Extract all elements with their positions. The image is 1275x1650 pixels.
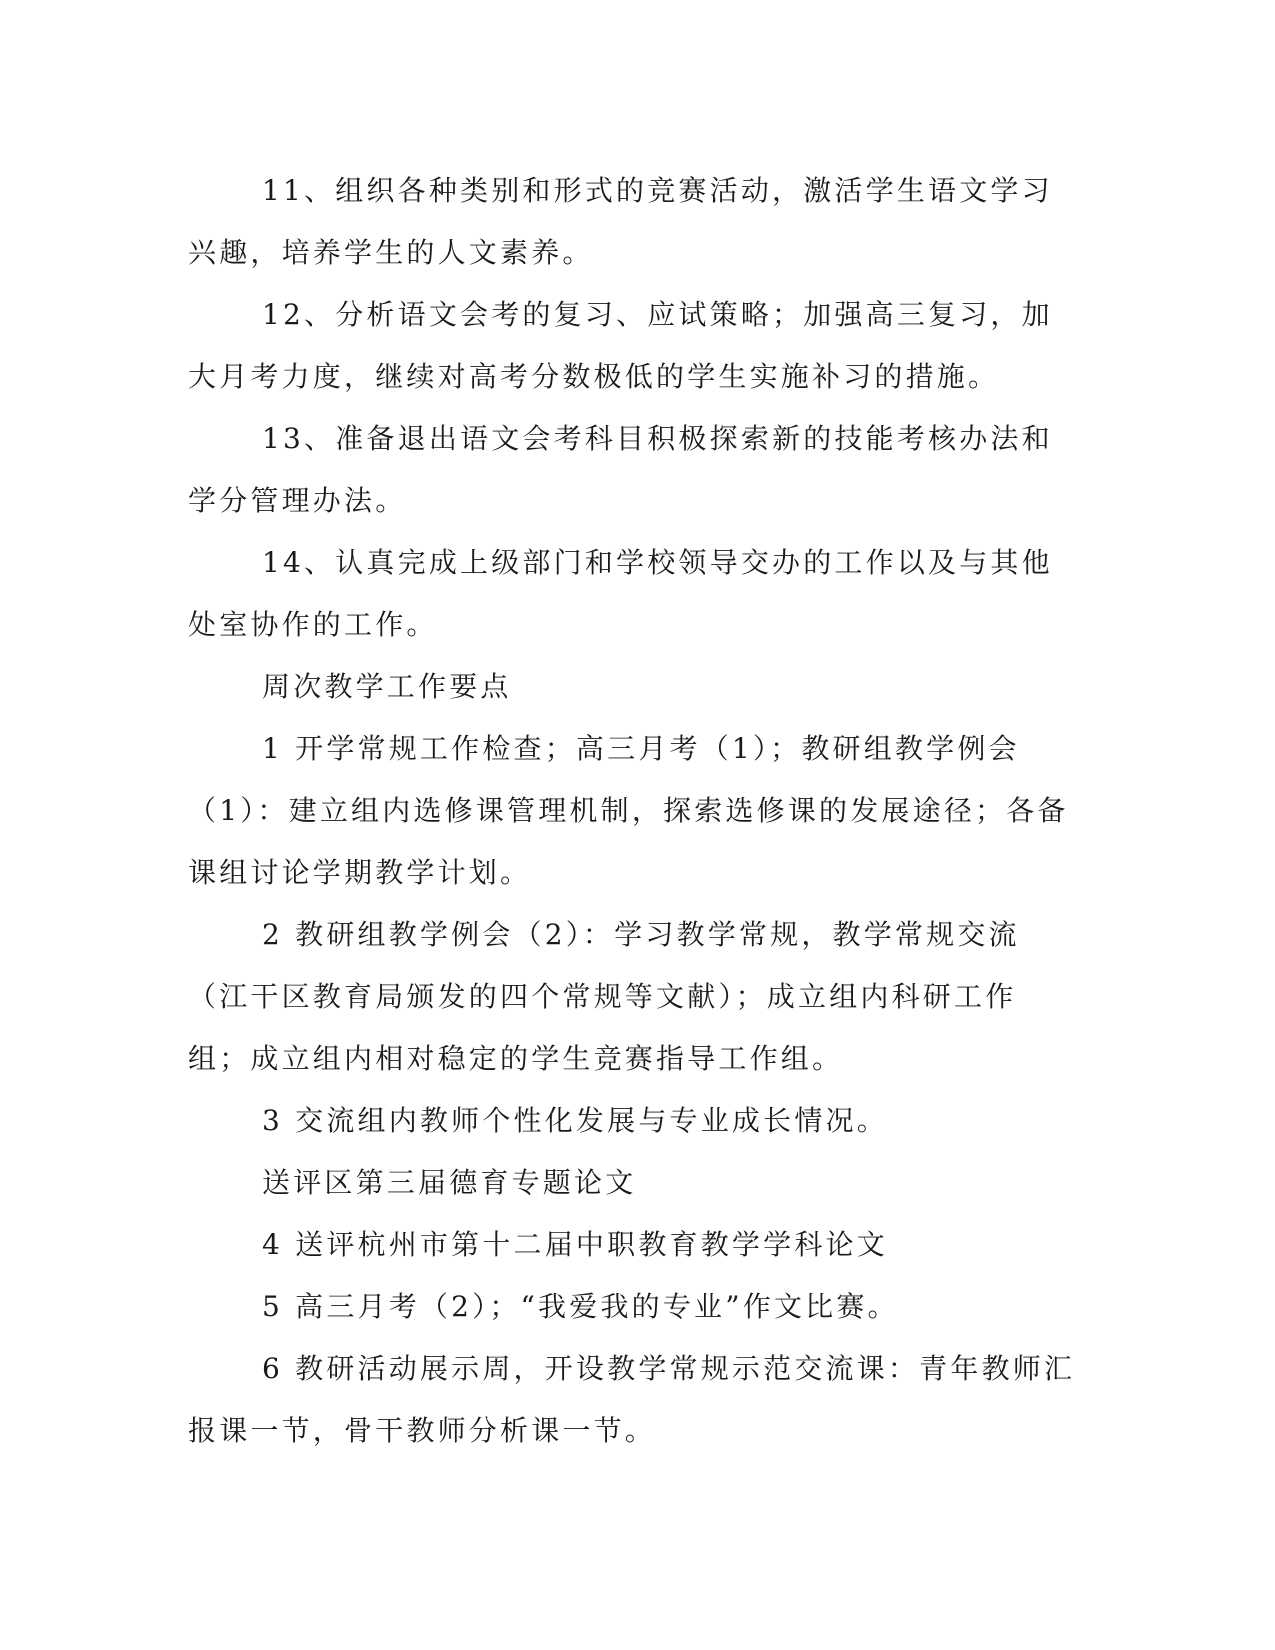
- week-2-item: 2 教研组教学例会（2）：学习教学常规，教学常规交流（江干区教育局颁发的四个常规等文献）；成立组内科研工作组；成立组内相对稳定的学生竞赛指导工作组。: [188, 918, 1020, 1075]
- paragraph-item-14: 14、认真完成上级部门和学校领导交办的工作以及与其他处室协作的工作。: [188, 546, 1053, 641]
- document-body: [188, 160, 1078, 1462]
- week-6-item: 6 教研活动展示周，开设教学常规示范交流课：青年教师汇报课一节，骨干教师分析课一节。: [188, 1352, 1076, 1447]
- section-heading: 周次教学工作要点: [262, 670, 512, 703]
- week-3-item: 3 交流组内教师个性化发展与专业成长情况。: [262, 1104, 888, 1137]
- paragraph-item-11: 11、组织各种类别和形式的竞赛活动，激活学生语文学习兴趣，培养学生的人文素养。: [188, 174, 1053, 269]
- week-4-item: 4 送评杭州市第十二届中职教育教学学科论文: [262, 1228, 888, 1261]
- week-3-subitem: 送评区第三届德育专题论文: [262, 1166, 637, 1199]
- week-5-item: 5 高三月考（2）；“我爱我的专业”作文比赛。: [262, 1290, 899, 1323]
- week-1-item: 1 开学常规工作检查；高三月考（1）；教研组教学例会（1）：建立组内选修课管理机制，探索选修课的发展途径；各备课组讨论学期教学计划。: [188, 732, 1069, 889]
- paragraph-item-13: 13、准备退出语文会考科目积极探索新的技能考核办法和学分管理办法。: [188, 422, 1053, 517]
- paragraph-item-12: 12、分析语文会考的复习、应试策略；加强高三复习，加大月考力度，继续对高考分数极低的学生实施补习的措施。: [188, 298, 1053, 393]
